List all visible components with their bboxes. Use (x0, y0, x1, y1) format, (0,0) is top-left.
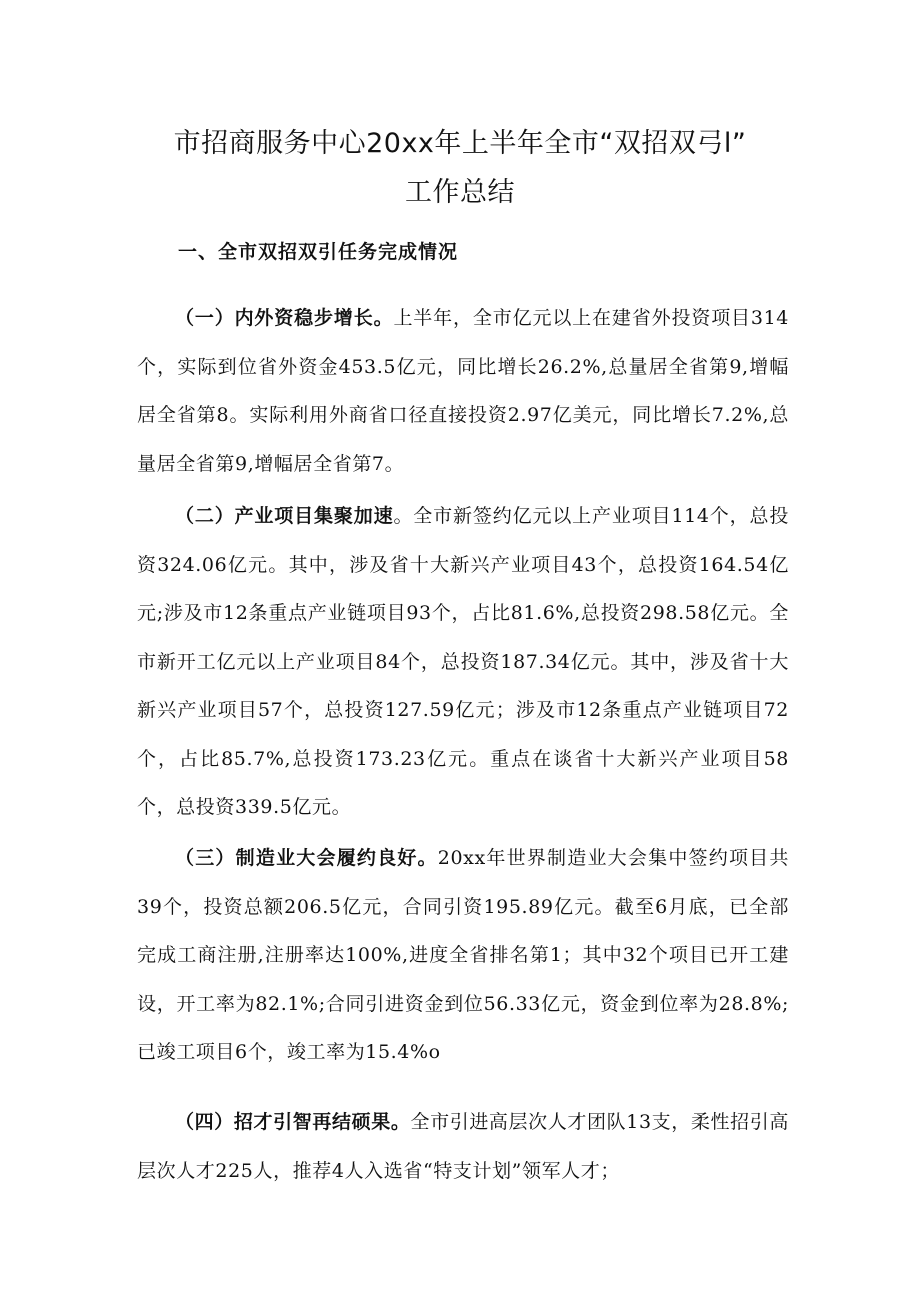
paragraph-2-lead: （二）产业项目集聚加速 (175, 505, 394, 527)
paragraph-4-lead: （四）招才引智再结硕果。 (175, 1111, 411, 1133)
paragraph-4-body: 全市引进高层次人才团队13支，柔性招引高层次人才225人，推荐4人入选省“特支计划”领军人才； (137, 1111, 789, 1182)
paragraph-1-body: 上半年，全市亿元以上在建省外投资项目314个，实际到位省外资金453.5亿元，同比增长26.2%,总量居全省第9,增幅居全省第8。实际利用外商省口径直接投资2.97亿美元，同比增长7.2%,总量居全省第9,增幅居全省第7。 (137, 307, 789, 475)
paragraph-3 (137, 834, 789, 1077)
paragraph-3-body: 20xx年世界制造业大会集中签约项目共39个，投资总额206.5亿元，合同引资195.89亿元。截至6月底，已全部完成工商注册,注册率达100%,进度全省排名第1；其中32个项目已开工建设，开工率为82.1%;合同引进资金到位56.33亿元，资金到位率为28.8%;已竣工项目6个，竣工率为15.4%o (137, 847, 789, 1063)
document-title-line-1: 市招商服务中心20xx年上半年全市“双招双弓l” (173, 128, 747, 159)
paragraph-2 (137, 492, 789, 832)
paragraph-1 (137, 294, 789, 488)
paragraph-1-lead: （一）内外资稳步增长。 (175, 307, 394, 329)
paragraph-4 (137, 1098, 789, 1195)
section-heading-1: 一、全市双招双引任务完成情况 (178, 241, 459, 263)
document-title-line-2: 工作总结 (405, 177, 515, 208)
paragraph-3-lead: （三）制造业大会履约良好。 (175, 847, 438, 869)
paragraph-2-body: 。全市新签约亿元以上产业项目114个，总投资324.06亿元。其中，涉及省十大新兴产业项目43个，总投资164.54亿元;涉及市12条重点产业链项目93个，占比81.6%,总投资298.58亿元。全市新开工亿元以上产业项目84个，总投资187.34亿元。其中，涉及省十大新兴产业项目57个，总投资127.59亿元；涉及市12条重点产业链项目72个，占比85.7%,总投资173.23亿元。重点在谈省十大新兴产业项目58个，总投资339.5亿元。 (137, 505, 789, 818)
